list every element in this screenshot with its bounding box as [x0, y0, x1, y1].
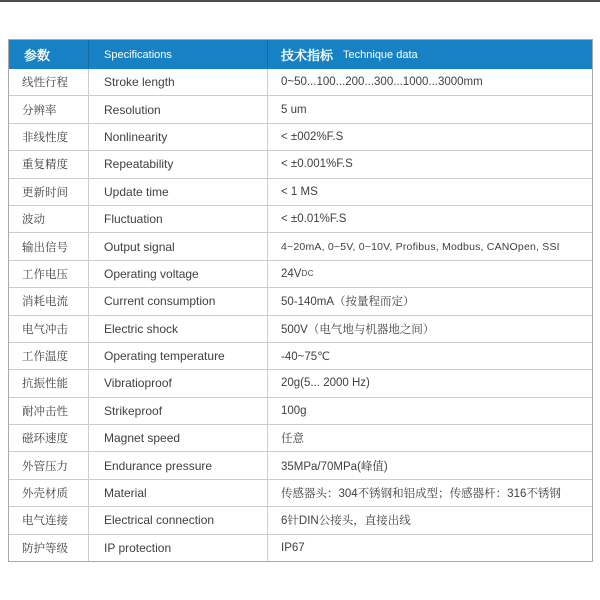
value-text: < ±0.001%F.S [281, 158, 353, 171]
header-technique-en: Technique data [343, 48, 418, 61]
header-param-zh: 参数 [9, 40, 89, 69]
spec-en-cell: Output signal [89, 233, 268, 259]
spec-en-cell: Operating temperature [89, 343, 268, 369]
value-cell [268, 480, 592, 506]
value-text: < 1 MS [281, 185, 318, 198]
value-text: < ±002%F.S [281, 130, 344, 143]
top-border-line [0, 0, 600, 2]
table-row [9, 95, 592, 122]
table-body [9, 69, 592, 561]
table-row [9, 506, 592, 533]
spec-en-cell: Resolution [89, 96, 268, 122]
value-cell [268, 398, 592, 424]
value-text: 任意 [281, 433, 304, 446]
table-row [9, 232, 592, 259]
spec-en-cell: Update time [89, 179, 268, 205]
value-cell [268, 69, 592, 95]
table-row [9, 424, 592, 451]
value-cell [268, 179, 592, 205]
value-text: 4~20mA, 0~5V, 0~10V, Profibus, Modbus, CANOpen, SSI [281, 240, 560, 253]
value-cell [268, 206, 592, 232]
table-row [9, 260, 592, 287]
value-text: 100g [281, 404, 307, 417]
param-zh-cell: 外管压力 [9, 452, 89, 478]
value-text: < ±0.01%F.S [281, 213, 347, 226]
param-zh-cell: 工作电压 [9, 261, 89, 287]
value-text: 20g(5... 2000 Hz) [281, 377, 370, 390]
header-technique-data [268, 40, 592, 69]
table-row [9, 315, 592, 342]
spec-en-cell: Stroke length [89, 69, 268, 95]
spec-en-cell: Current consumption [89, 288, 268, 314]
value-text: IP67 [281, 541, 305, 554]
param-zh-cell: 更新时间 [9, 179, 89, 205]
table-row [9, 150, 592, 177]
value-text: 5 um [281, 103, 307, 116]
value-text: 传感器头：304不锈钢和铝成型；传感器杆：316不锈钢 [281, 488, 561, 501]
value-text: -40~75℃ [281, 351, 331, 364]
spec-en-cell: Electrical connection [89, 507, 268, 533]
param-zh-cell: 防护等级 [9, 535, 89, 561]
value-small-suffix: DC [301, 269, 315, 279]
value-cell [268, 343, 592, 369]
spec-en-cell: Endurance pressure [89, 452, 268, 478]
value-text: 35MPa/70MPa(峰值) [281, 460, 388, 473]
param-zh-cell: 非线性度 [9, 124, 89, 150]
specifications-table [8, 39, 593, 562]
table-header-row [9, 40, 592, 69]
param-zh-cell: 工作温度 [9, 343, 89, 369]
value-cell [268, 316, 592, 342]
param-zh-cell: 抗振性能 [9, 370, 89, 396]
param-zh-cell: 输出信号 [9, 233, 89, 259]
spec-en-cell: Electric shock [89, 316, 268, 342]
param-zh-cell: 电气冲击 [9, 316, 89, 342]
spec-en-cell: Operating voltage [89, 261, 268, 287]
spec-en-cell: Vibratioproof [89, 370, 268, 396]
spec-en-cell: Fluctuation [89, 206, 268, 232]
param-zh-cell: 磁环速度 [9, 425, 89, 451]
param-zh-cell: 电气连接 [9, 507, 89, 533]
param-zh-cell: 波动 [9, 206, 89, 232]
spec-en-cell: Nonlinearity [89, 124, 268, 150]
spec-en-cell: IP protection [89, 535, 268, 561]
table-row [9, 287, 592, 314]
table-row [9, 342, 592, 369]
value-text: 0~50...100...200...300...1000...3000mm [281, 76, 483, 89]
value-cell [268, 124, 592, 150]
value-cell [268, 370, 592, 396]
table-row [9, 397, 592, 424]
header-specifications: Specifications [89, 40, 268, 69]
value-text: 24V [281, 267, 302, 280]
spec-en-cell: Magnet speed [89, 425, 268, 451]
table-row [9, 369, 592, 396]
value-cell [268, 288, 592, 314]
table-row [9, 205, 592, 232]
table-row [9, 123, 592, 150]
table-row [9, 69, 592, 95]
table-row [9, 534, 592, 561]
value-cell [268, 261, 592, 287]
param-zh-cell: 重复精度 [9, 151, 89, 177]
spec-en-cell: Repeatability [89, 151, 268, 177]
value-cell [268, 507, 592, 533]
value-cell [268, 96, 592, 122]
spec-en-cell: Material [89, 480, 268, 506]
param-zh-cell: 耐冲击性 [9, 398, 89, 424]
param-zh-cell: 分辨率 [9, 96, 89, 122]
value-text: 50-140mA（按量程而定） [281, 296, 415, 309]
value-cell [268, 151, 592, 177]
spec-en-cell: Strikeproof [89, 398, 268, 424]
value-cell [268, 233, 592, 259]
value-text: 500V（电气地与机器地之间） [281, 323, 435, 336]
value-cell [268, 535, 592, 561]
param-zh-cell: 消耗电流 [9, 288, 89, 314]
value-cell [268, 425, 592, 451]
header-technique-zh: 技术指标 [281, 48, 334, 63]
value-text: 6针DIN公接头，直接出线 [281, 515, 411, 528]
value-cell [268, 452, 592, 478]
table-row [9, 479, 592, 506]
table-row [9, 178, 592, 205]
table-row [9, 451, 592, 478]
param-zh-cell: 外壳材质 [9, 480, 89, 506]
param-zh-cell: 线性行程 [9, 69, 89, 95]
